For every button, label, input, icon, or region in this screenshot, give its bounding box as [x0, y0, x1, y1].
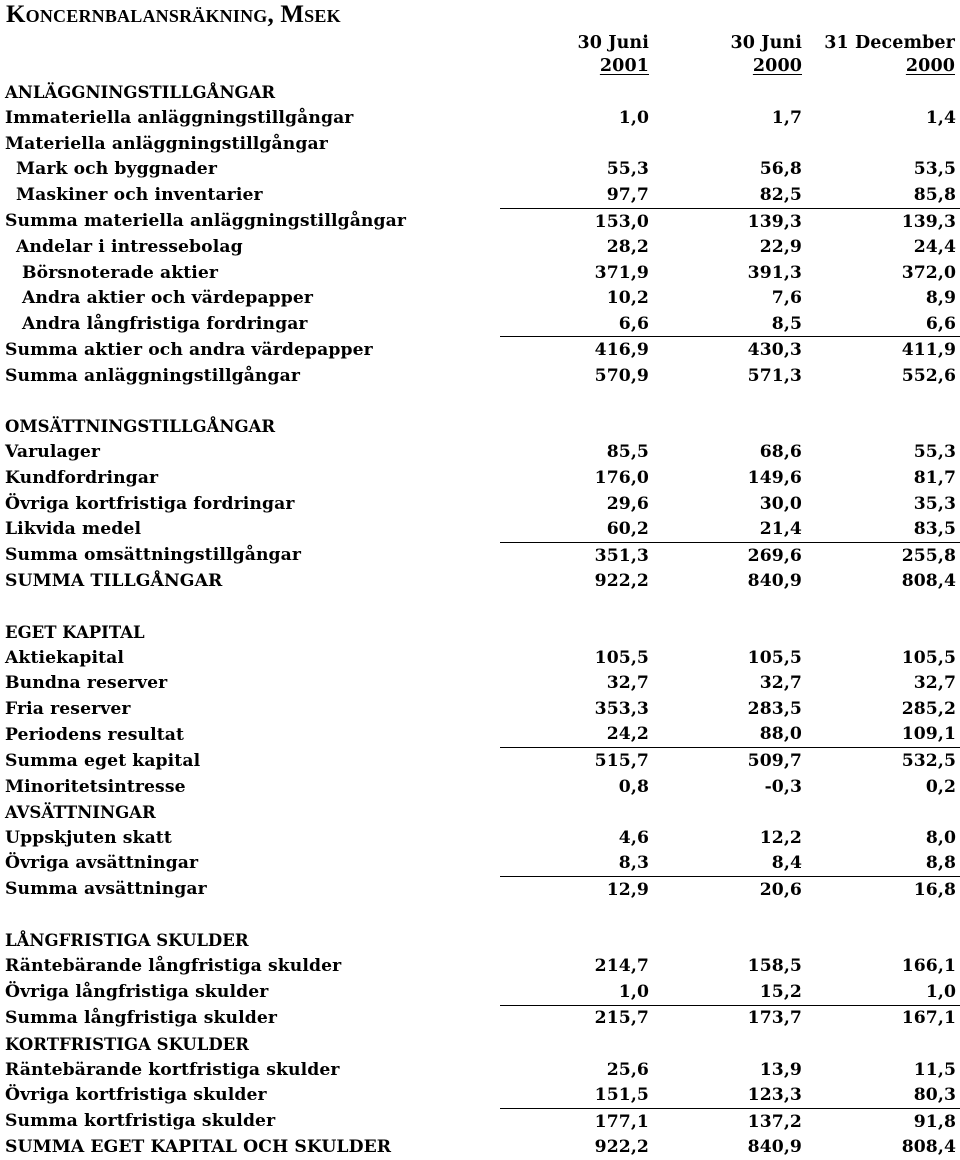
row-value-col3 [806, 1134, 960, 1160]
value-text: 55,3 [913, 442, 957, 463]
value-text: 570,9 [594, 365, 649, 386]
section-heading-row [0, 619, 960, 645]
row-value-col2 [653, 106, 806, 132]
section-heading: AVSÄTTNINGAR [5, 802, 156, 822]
value-text: 166,1 [901, 956, 957, 977]
section-heading-row [0, 80, 960, 106]
row-value-col2 [653, 182, 806, 208]
row-label: Fria reserver [5, 698, 131, 719]
column-date: 30 Juni [730, 33, 802, 53]
value-text: 372,0 [901, 262, 957, 283]
value-text: 109,1 [901, 724, 957, 745]
value-text: 4,6 [618, 827, 649, 848]
value-text: 24,4 [913, 237, 957, 258]
row-value-col2 [653, 1134, 806, 1160]
section-heading: KORTFRISTIGA SKULDER [5, 1034, 249, 1054]
table-row [0, 516, 960, 542]
row-label: Summa kortfristiga skulder [5, 1111, 276, 1132]
value-text: 139,3 [747, 211, 802, 232]
row-label: Likvida medel [5, 519, 142, 540]
row-value-col2 [653, 285, 806, 311]
value-text: 11,5 [913, 1059, 957, 1080]
row-value-col1 [500, 1108, 653, 1134]
row-value-col2 [653, 748, 806, 774]
row-value-col1 [500, 671, 653, 697]
row-value-col2 [653, 491, 806, 517]
row-label: Summa avsättningar [5, 879, 207, 900]
value-text: 371,9 [594, 262, 649, 283]
value-text: 13,9 [759, 1059, 802, 1080]
row-label: Bundna reserver [5, 673, 168, 694]
value-text: 571,3 [747, 365, 802, 386]
row-value-col1 [500, 542, 653, 568]
row-value-col1 [500, 208, 653, 234]
row-label: Övriga avsättningar [5, 853, 199, 874]
row-value-col1 [500, 774, 653, 800]
row-value-col3 [806, 696, 960, 722]
row-value-col1 [500, 234, 653, 260]
row-value-col1 [500, 1057, 653, 1083]
value-text: 12,2 [759, 827, 802, 848]
value-text: 8,3 [618, 853, 649, 874]
row-value-col1 [500, 645, 653, 671]
table-row [0, 491, 960, 517]
row-value-col1 [500, 722, 653, 748]
value-text: 922,2 [594, 571, 649, 592]
value-text: 80,3 [913, 1085, 957, 1106]
value-text: 137,2 [747, 1111, 802, 1132]
row-value-col3 [806, 748, 960, 774]
row-label: Andelar i intressebolag [16, 237, 243, 258]
section-heading: ANLÄGGNINGSTILLGÅNGAR [5, 83, 276, 103]
row-value-col3 [806, 876, 960, 902]
value-text: 123,3 [747, 1085, 802, 1106]
value-text: 1,0 [925, 981, 957, 1002]
column-header-1 [577, 33, 649, 76]
row-value-col3 [806, 260, 960, 286]
row-label: SUMMA EGET KAPITAL OCH SKULDER [5, 1137, 392, 1158]
value-text: 416,9 [594, 340, 649, 361]
row-value-col1 [500, 182, 653, 208]
row-value-col2 [653, 568, 806, 594]
value-text: 10,2 [606, 288, 649, 309]
row-value-col3 [806, 157, 960, 183]
value-text: 105,5 [901, 647, 957, 668]
row-value-col2 [653, 671, 806, 697]
value-text: 808,4 [901, 1137, 957, 1158]
row-label: Övriga långfristiga skulder [5, 982, 269, 1003]
value-text: 515,7 [594, 750, 649, 771]
value-text: 12,9 [606, 879, 649, 900]
row-value-col3 [806, 106, 960, 132]
column-year: 2001 [599, 56, 649, 76]
section-heading: EGET KAPITAL [5, 622, 145, 642]
row-value-col1 [500, 491, 653, 517]
row-value-col3 [806, 1057, 960, 1083]
value-text: 8,4 [771, 853, 802, 874]
row-label: Varulager [5, 442, 101, 463]
value-text: -0,3 [764, 776, 802, 797]
row-value-col3 [806, 774, 960, 800]
value-text: 32,7 [759, 673, 802, 694]
spacer-row [0, 389, 960, 415]
value-text: 97,7 [606, 184, 649, 205]
row-label: Immateriella anläggningstillgångar [5, 108, 354, 129]
value-text: 30,0 [759, 493, 802, 514]
value-text: 173,7 [747, 1008, 802, 1029]
row-value-col2 [653, 876, 806, 902]
row-label: Övriga kortfristiga fordringar [5, 493, 295, 514]
value-text: 32,7 [606, 673, 649, 694]
value-text: 351,3 [594, 545, 649, 566]
table-row [0, 465, 960, 491]
value-text: 153,0 [594, 211, 649, 232]
value-text: 176,0 [594, 467, 649, 488]
value-text: 88,0 [759, 724, 802, 745]
table-row [0, 363, 960, 389]
column-date: 30 Juni [577, 33, 649, 53]
value-text: 0,2 [925, 776, 957, 797]
spacer-cell [0, 903, 960, 929]
value-text: 25,6 [606, 1059, 649, 1080]
value-text: 7,6 [771, 288, 802, 309]
row-value-col3 [806, 979, 960, 1005]
row-value-col2 [653, 337, 806, 363]
value-text: 83,5 [913, 519, 957, 540]
row-label: Andra långfristiga fordringar [22, 313, 308, 334]
table-row [0, 1057, 960, 1083]
table-row [0, 311, 960, 337]
row-value-col3 [806, 568, 960, 594]
value-text: 1,0 [618, 981, 649, 1002]
table-row [0, 696, 960, 722]
row-value-col2 [653, 722, 806, 748]
row-label: Kundfordringar [5, 467, 159, 488]
section-heading: OMSÄTTNINGSTILLGÅNGAR [5, 417, 276, 437]
column-header-2 [730, 33, 802, 76]
table-row [0, 876, 960, 902]
row-value-col1 [500, 337, 653, 363]
row-label: Aktiekapital [5, 647, 125, 668]
row-value-col2 [653, 260, 806, 286]
row-value-col3 [806, 516, 960, 542]
value-text: 285,2 [901, 698, 957, 719]
value-text: 91,8 [913, 1111, 957, 1132]
row-label: Summa anläggningstillgångar [5, 365, 301, 386]
row-value-col3 [806, 363, 960, 389]
row-value-col3 [806, 208, 960, 234]
table-row [0, 1005, 960, 1031]
value-text: 6,6 [925, 313, 957, 334]
value-text: 149,6 [747, 467, 802, 488]
column-date: 31 December [824, 33, 955, 53]
value-text: 53,5 [913, 159, 957, 180]
table-row [0, 234, 960, 260]
row-label: Andra aktier och värdepapper [22, 288, 314, 309]
section-heading-row [0, 414, 960, 440]
value-text: 81,7 [913, 467, 957, 488]
row-label: Uppskjuten skatt [5, 827, 172, 848]
row-value-col2 [653, 825, 806, 851]
value-text: 29,6 [606, 493, 649, 514]
table-row [0, 157, 960, 183]
table-row [0, 440, 960, 466]
row-value-col3 [806, 825, 960, 851]
row-label: Räntebärande kortfristiga skulder [5, 1059, 340, 1080]
row-value-col1 [500, 106, 653, 132]
value-text: 509,7 [747, 750, 802, 771]
table-row [0, 722, 960, 748]
value-text: 215,7 [594, 1008, 649, 1029]
row-value-col3 [806, 1108, 960, 1134]
row-value-col1 [500, 465, 653, 491]
value-text: 68,6 [759, 442, 802, 463]
row-value-col1 [500, 440, 653, 466]
value-text: 60,2 [606, 519, 649, 540]
table-row [0, 131, 960, 157]
value-text: 8,5 [771, 313, 802, 334]
value-text: 0,8 [618, 776, 649, 797]
value-text: 177,1 [594, 1111, 649, 1132]
value-text: 1,7 [771, 108, 802, 129]
value-text: 139,3 [901, 211, 957, 232]
value-text: 24,2 [606, 724, 649, 745]
row-value-col2 [653, 696, 806, 722]
value-text: 105,5 [594, 647, 649, 668]
row-value-col3 [806, 850, 960, 876]
row-value-col2 [653, 850, 806, 876]
row-value-col1 [500, 825, 653, 851]
row-label: Summa långfristiga skulder [5, 1008, 278, 1029]
row-label: Periodens resultat [5, 724, 185, 745]
value-text: 8,0 [925, 827, 957, 848]
value-text: 411,9 [901, 340, 957, 361]
value-text: 1,4 [925, 108, 957, 129]
table-row [0, 106, 960, 132]
value-text: 1,0 [618, 108, 649, 129]
row-label: Summa eget kapital [5, 750, 201, 771]
value-text: 8,9 [925, 288, 957, 309]
row-label: Summa materiella anläggningstillgångar [5, 211, 407, 232]
row-value-col3 [806, 465, 960, 491]
row-value-col2 [653, 516, 806, 542]
row-value-col3 [806, 722, 960, 748]
value-text: 105,5 [747, 647, 802, 668]
row-label: SUMMA TILLGÅNGAR [5, 571, 223, 592]
row-label: Summa aktier och andra värdepapper [5, 339, 373, 360]
spacer-cell [0, 389, 960, 415]
spacer-row [0, 903, 960, 929]
row-value-col3 [806, 645, 960, 671]
table-row [0, 285, 960, 311]
value-text: 85,8 [913, 184, 957, 205]
row-value-col3 [806, 542, 960, 568]
row-value-col2 [653, 465, 806, 491]
value-text: 85,5 [606, 442, 649, 463]
value-text: 532,5 [901, 750, 957, 771]
row-value-col1 [500, 876, 653, 902]
balance-sheet-table [0, 80, 960, 1160]
row-value-col2 [653, 363, 806, 389]
row-value-col1 [500, 568, 653, 594]
row-value-col2 [653, 979, 806, 1005]
row-value-col1 [500, 157, 653, 183]
row-value-col2 [653, 131, 806, 157]
value-text: 391,3 [747, 262, 802, 283]
row-value-col2 [653, 1108, 806, 1134]
row-value-col3 [806, 954, 960, 980]
row-label: Materiella anläggningstillgångar [5, 133, 328, 154]
value-text: 21,4 [759, 519, 802, 540]
table-row [0, 1108, 960, 1134]
row-value-col3 [806, 131, 960, 157]
value-text: 16,8 [913, 879, 957, 900]
row-label: Summa omsättningstillgångar [5, 545, 302, 566]
row-value-col1 [500, 979, 653, 1005]
column-year: 2000 [752, 56, 802, 76]
row-value-col2 [653, 542, 806, 568]
row-label: Minoritetsintresse [5, 776, 186, 797]
section-heading-row [0, 928, 960, 954]
row-value-col1 [500, 285, 653, 311]
row-value-col3 [806, 234, 960, 260]
column-year: 2000 [905, 56, 955, 76]
value-text: 20,6 [759, 879, 802, 900]
value-text: 283,5 [747, 698, 802, 719]
value-text: 269,6 [747, 545, 802, 566]
section-heading-row [0, 1031, 960, 1057]
value-text: 55,3 [606, 159, 649, 180]
row-label: Mark och byggnader [16, 159, 218, 180]
value-text: 430,3 [747, 340, 802, 361]
table-row [0, 208, 960, 234]
balance-sheet-body [0, 80, 960, 1160]
section-heading: LÅNGFRISTIGA SKULDER [5, 931, 249, 951]
value-text: 22,9 [759, 237, 802, 258]
row-value-col3 [806, 1005, 960, 1031]
table-row [0, 671, 960, 697]
row-value-col1 [500, 1134, 653, 1160]
column-header-3 [824, 33, 955, 76]
value-text: 82,5 [759, 184, 802, 205]
row-label: Räntebärande långfristiga skulder [5, 956, 342, 977]
row-value-col2 [653, 1057, 806, 1083]
row-value-col2 [653, 311, 806, 337]
row-value-col1 [500, 1082, 653, 1108]
table-row [0, 260, 960, 286]
table-row [0, 850, 960, 876]
value-text: 6,6 [618, 313, 649, 334]
table-row [0, 568, 960, 594]
row-value-col1 [500, 311, 653, 337]
value-text: 8,8 [925, 853, 957, 874]
value-text: 353,3 [594, 698, 649, 719]
row-value-col3 [806, 1082, 960, 1108]
table-row [0, 748, 960, 774]
table-row [0, 954, 960, 980]
table-row [0, 1134, 960, 1160]
row-value-col2 [653, 157, 806, 183]
row-value-col1 [500, 131, 653, 157]
table-row [0, 337, 960, 363]
row-value-col1 [500, 260, 653, 286]
row-value-col3 [806, 440, 960, 466]
row-value-col2 [653, 1005, 806, 1031]
table-row [0, 645, 960, 671]
row-value-col3 [806, 285, 960, 311]
row-value-col1 [500, 363, 653, 389]
row-value-col2 [653, 234, 806, 260]
table-row [0, 825, 960, 851]
value-text: 840,9 [747, 1137, 802, 1158]
row-value-col1 [500, 954, 653, 980]
value-text: 158,5 [747, 956, 802, 977]
row-label: Maskiner och inventarier [16, 185, 263, 206]
table-row [0, 542, 960, 568]
value-text: 255,8 [901, 545, 957, 566]
row-value-col2 [653, 208, 806, 234]
row-label: Övriga kortfristiga skulder [5, 1085, 267, 1106]
value-text: 28,2 [606, 237, 649, 258]
row-value-col3 [806, 182, 960, 208]
table-row [0, 182, 960, 208]
value-text: 808,4 [901, 571, 957, 592]
value-text: 56,8 [759, 159, 802, 180]
value-text: 15,2 [759, 981, 802, 1002]
page-title: Koncernbalansräkning, Msek [6, 1, 341, 28]
row-value-col2 [653, 1082, 806, 1108]
row-value-col1 [500, 748, 653, 774]
value-text: 922,2 [594, 1137, 649, 1158]
spacer-cell [0, 594, 960, 620]
row-value-col3 [806, 311, 960, 337]
spacer-row [0, 594, 960, 620]
value-text: 32,7 [913, 673, 957, 694]
value-text: 552,6 [901, 365, 957, 386]
value-text: 167,1 [901, 1008, 957, 1029]
row-value-col2 [653, 440, 806, 466]
row-value-col2 [653, 645, 806, 671]
row-value-col3 [806, 491, 960, 517]
table-row [0, 774, 960, 800]
value-text: 840,9 [747, 571, 802, 592]
row-value-col3 [806, 337, 960, 363]
row-label: Börsnoterade aktier [22, 262, 219, 283]
value-text: 214,7 [594, 956, 649, 977]
section-heading-row [0, 799, 960, 825]
value-text: 151,5 [594, 1085, 649, 1106]
table-row [0, 979, 960, 1005]
value-text: 35,3 [913, 493, 957, 514]
row-value-col2 [653, 954, 806, 980]
table-row [0, 1082, 960, 1108]
row-value-col3 [806, 671, 960, 697]
row-value-col1 [500, 516, 653, 542]
row-value-col2 [653, 774, 806, 800]
row-value-col1 [500, 696, 653, 722]
row-value-col1 [500, 1005, 653, 1031]
row-value-col1 [500, 850, 653, 876]
